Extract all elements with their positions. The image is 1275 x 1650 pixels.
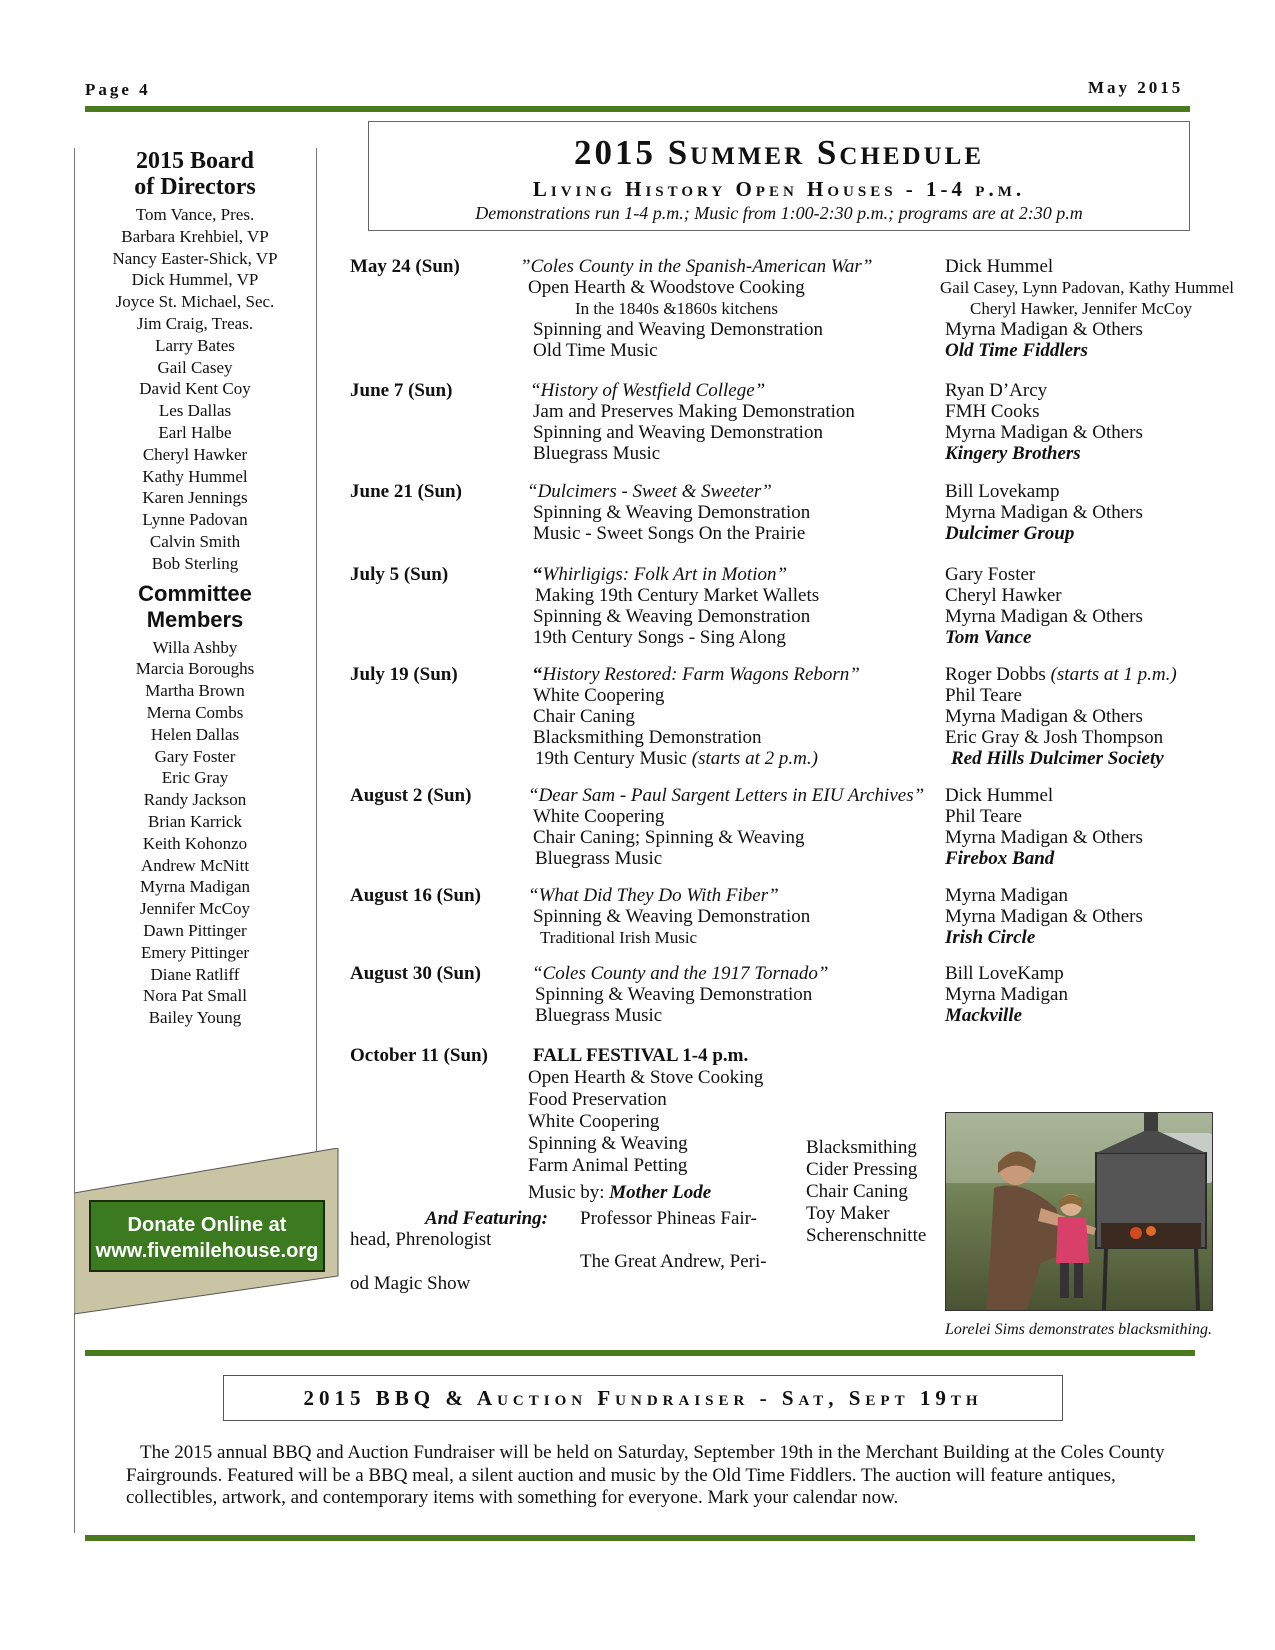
activity: Traditional Irish Music [540,928,698,947]
board-member: Karen Jennings [142,488,248,508]
committee-member: Nora Pat Small [143,986,247,1006]
activity: Chair Caning; Spinning & Weaving [533,827,805,848]
activity: Bluegrass Music [533,443,661,464]
activity: Chair Caning [806,1181,908,1202]
activity: Blacksmithing [806,1137,917,1158]
activity: Making 19th Century Market Wallets [535,585,820,606]
board-member: Calvin Smith [149,531,241,551]
committee-member: Myrna Madigan [139,877,250,897]
presenter: Roger Dobbs (starts at 1 p.m.) [945,664,1177,685]
program-august-30: “Coles County and the 1917 Tornado” [532,963,829,984]
board-member: Jim Craig, Treas. [136,313,254,333]
music-group: Kingery Brothers [945,443,1081,464]
committee-member: Willa Ashby [152,637,238,657]
board-member: Dick Hummel, VP [131,270,259,290]
date-august-2: August 2 (Sun) [350,785,472,806]
program-may-24: ”Coles County in the Spanish-American War” [520,256,873,277]
program-august-16: “What Did They Do With Fiber” [528,885,779,906]
sidebar [75,148,315,1029]
committee-title: Committee Members [138,580,252,632]
activity: White Coopering [528,1111,660,1132]
music-group: Old Time Fiddlers [945,340,1088,361]
activity: Farm Animal Petting [528,1155,688,1176]
activity: White Coopering [533,806,665,827]
featured-act: head, Phrenologist [350,1229,492,1250]
activity: Spinning & Weaving Demonstration [533,502,811,523]
presenter: Gary Foster [945,564,1036,585]
presenter: Cheryl Hawker, Jennifer McCoy [970,299,1193,318]
activity: Spinning & Weaving Demonstration [533,606,811,627]
committee-member: Brian Karrick [148,811,242,831]
bbq-description: The 2015 annual BBQ and Auction Fundraiser will be held on Saturday, September 19th in the Merchant Building at the Coles County Fairgrounds. Featured will be a BBQ meal, a silent auction and music by the Old Time Fiddlers. The auction will feature antiques, collectibles, artwork, and contemporary items with something for everyone. Mark your calendar now. [126,1442,1165,1508]
committee-member: Merna Combs [146,702,244,722]
date-may-24: May 24 (Sun) [350,256,460,277]
presenter: Eric Gray & Josh Thompson [945,727,1164,748]
music-group: Irish Circle [945,927,1036,948]
presenter: Cheryl Hawker [945,585,1062,606]
activity: Spinning and Weaving Demonstration [533,422,823,443]
presenter: Myrna Madigan & Others [945,827,1143,848]
committee-member: Diane Ratliff [150,964,240,984]
date-july-5: July 5 (Sun) [350,564,449,585]
issue-date: May 2015 [1088,78,1184,97]
board-member: Kathy Hummel [142,466,248,486]
page-number: Page 4 [85,80,151,99]
program-july-19: “History Restored: Farm Wagons Reborn” [533,664,860,685]
program-october-11: FALL FESTIVAL 1-4 p.m. [533,1045,749,1066]
date-july-19: July 19 (Sun) [350,664,458,685]
presenter: Myrna Madigan & Others [945,906,1143,927]
board-title: 2015 Board of Directors [134,148,256,200]
presenter: Bill Lovekamp [945,481,1060,502]
committee-member: Andrew McNitt [140,855,250,875]
presenter: Myrna Madigan [945,984,1068,1005]
committee-member: Martha Brown [145,681,245,701]
board-member: Les Dallas [158,401,232,421]
featured-act: The Great Andrew, Peri- [580,1251,767,1272]
activity-note: In the 1840s &1860s kitchens [575,299,779,318]
featured-act: Professor Phineas Fair- [580,1208,757,1229]
date-august-30: August 30 (Sun) [350,963,481,984]
blacksmithing-photo [945,1112,1213,1311]
board-list [75,204,315,575]
activity: 19th Century Music (starts at 2 p.m.) [535,748,818,769]
board-member: Bob Sterling [151,553,239,573]
presenter: Phil Teare [945,806,1022,827]
activity: Toy Maker [806,1203,890,1224]
board-member: David Kent Coy [139,379,251,399]
presenter: Gail Casey, Lynn Padovan, Kathy Hummel [940,278,1234,297]
schedule-title: 2015 Summer Schedule [573,133,985,172]
activity: Spinning & Weaving Demonstration [535,984,813,1005]
presenter: Myrna Madigan & Others [945,706,1143,727]
activity: 19th Century Songs - Sing Along [533,627,786,648]
presenter: Myrna Madigan & Others [945,606,1143,627]
board-member: Nancy Easter-Shick, VP [112,248,278,268]
board-member: Tom Vance, Pres. [135,205,255,224]
committee-member: Eric Gray [161,768,229,788]
date-june-7: June 7 (Sun) [350,380,453,401]
sidebar-right-rule [316,148,317,1153]
date-october-11: October 11 (Sun) [350,1045,488,1066]
presenter: Dick Hummel [945,785,1054,806]
program-june-7: “History of Westfield College” [530,380,766,401]
committee-member: Keith Kohonzo [142,833,248,853]
presenter: Dick Hummel [945,256,1054,277]
presenter: Myrna Madigan & Others [945,502,1143,523]
presenter: Bill LoveKamp [945,963,1064,984]
music-group: Dulcimer Group [945,523,1075,544]
activity: Blacksmithing Demonstration [533,727,762,748]
presenter: Ryan D’Arcy [945,380,1048,401]
activity: Open Hearth & Woodstove Cooking [528,277,805,298]
board-member: Gail Casey [157,357,233,377]
board-member: Joyce St. Michael, Sec. [115,292,275,312]
committee-member: Helen Dallas [150,724,240,744]
activity: White Coopering [533,685,665,706]
committee-member: Gary Foster [154,746,236,766]
committee-member: Randy Jackson [143,790,247,810]
bbq-title: 2015 BBQ & Auction Fundraiser - Sat, Sept 19th [223,1375,1063,1421]
board-member: Cheryl Hawker [142,444,248,464]
activity: Spinning & Weaving [528,1133,688,1154]
date-august-16: August 16 (Sun) [350,885,481,906]
program-august-2: “Dear Sam - Paul Sargent Letters in EIU Archives” [528,785,925,806]
activity: Open Hearth & Stove Cooking [528,1067,764,1088]
music-group: Mackville [945,1005,1023,1026]
bbq-top-rule [85,1350,1195,1356]
featured-act: od Magic Show [350,1273,471,1294]
program-june-21: “Dulcimers - Sweet & Sweeter” [527,481,772,502]
presenter: Phil Teare [945,685,1022,706]
presenter: Myrna Madigan [945,885,1068,906]
presenter: Myrna Madigan & Others [945,319,1143,340]
activity: Old Time Music [533,340,658,361]
committee-member: Dawn Pittinger [143,920,247,940]
board-member: Barbara Krehbiel, VP [121,226,269,246]
activity: Bluegrass Music [535,848,663,869]
activity: Cider Pressing [806,1159,918,1180]
committee-member: Marcia Boroughs [135,659,255,679]
featuring-label: And Featuring: [425,1208,549,1229]
activity: Bluegrass Music [535,1005,663,1026]
activity: Music - Sweet Songs On the Prairie [533,523,806,544]
committee-member: Emery Pittinger [140,942,250,962]
music-group: Firebox Band [945,848,1055,869]
header-rule [85,106,1190,112]
music-credit: Music by: Mother Lode [528,1182,712,1203]
bbq-bottom-rule [85,1535,1195,1541]
board-member: Lynne Padovan [142,510,248,530]
activity: Spinning and Weaving Demonstration [533,319,823,340]
schedule-subtitle: Living History Open Houses - 1-4 p.m. [532,177,1026,201]
presenter: FMH Cooks [945,401,1040,422]
donate-online-link[interactable]: Donate Online at www.fivemilehouse.org [89,1200,325,1272]
music-group: Tom Vance [945,627,1032,648]
schedule-note: Demonstrations run 1-4 p.m.; Music from 1:00-2:30 p.m.; programs are at 2:30 p.m [475,203,1083,223]
board-member: Larry Bates [155,335,235,355]
photo-caption: Lorelei Sims demonstrates blacksmithing. [945,1321,1212,1338]
program-july-5: “Whirligigs: Folk Art in Motion” [533,564,788,585]
date-june-21: June 21 (Sun) [350,481,462,502]
committee-member: Jennifer McCoy [139,899,250,919]
music-group: Red Hills Dulcimer Society [951,748,1164,769]
activity: Spinning & Weaving Demonstration [533,906,811,927]
presenter: Myrna Madigan & Others [945,422,1143,443]
activity: Scherenschnitte [806,1225,927,1246]
activity: Food Preservation [528,1089,667,1110]
activity: Jam and Preserves Making Demonstration [533,401,855,422]
schedule-title-box [368,121,1190,231]
activity: Chair Caning [533,706,635,727]
committee-member: Bailey Young [148,1008,242,1028]
committee-list [75,637,315,1029]
board-member: Earl Halbe [158,422,232,442]
